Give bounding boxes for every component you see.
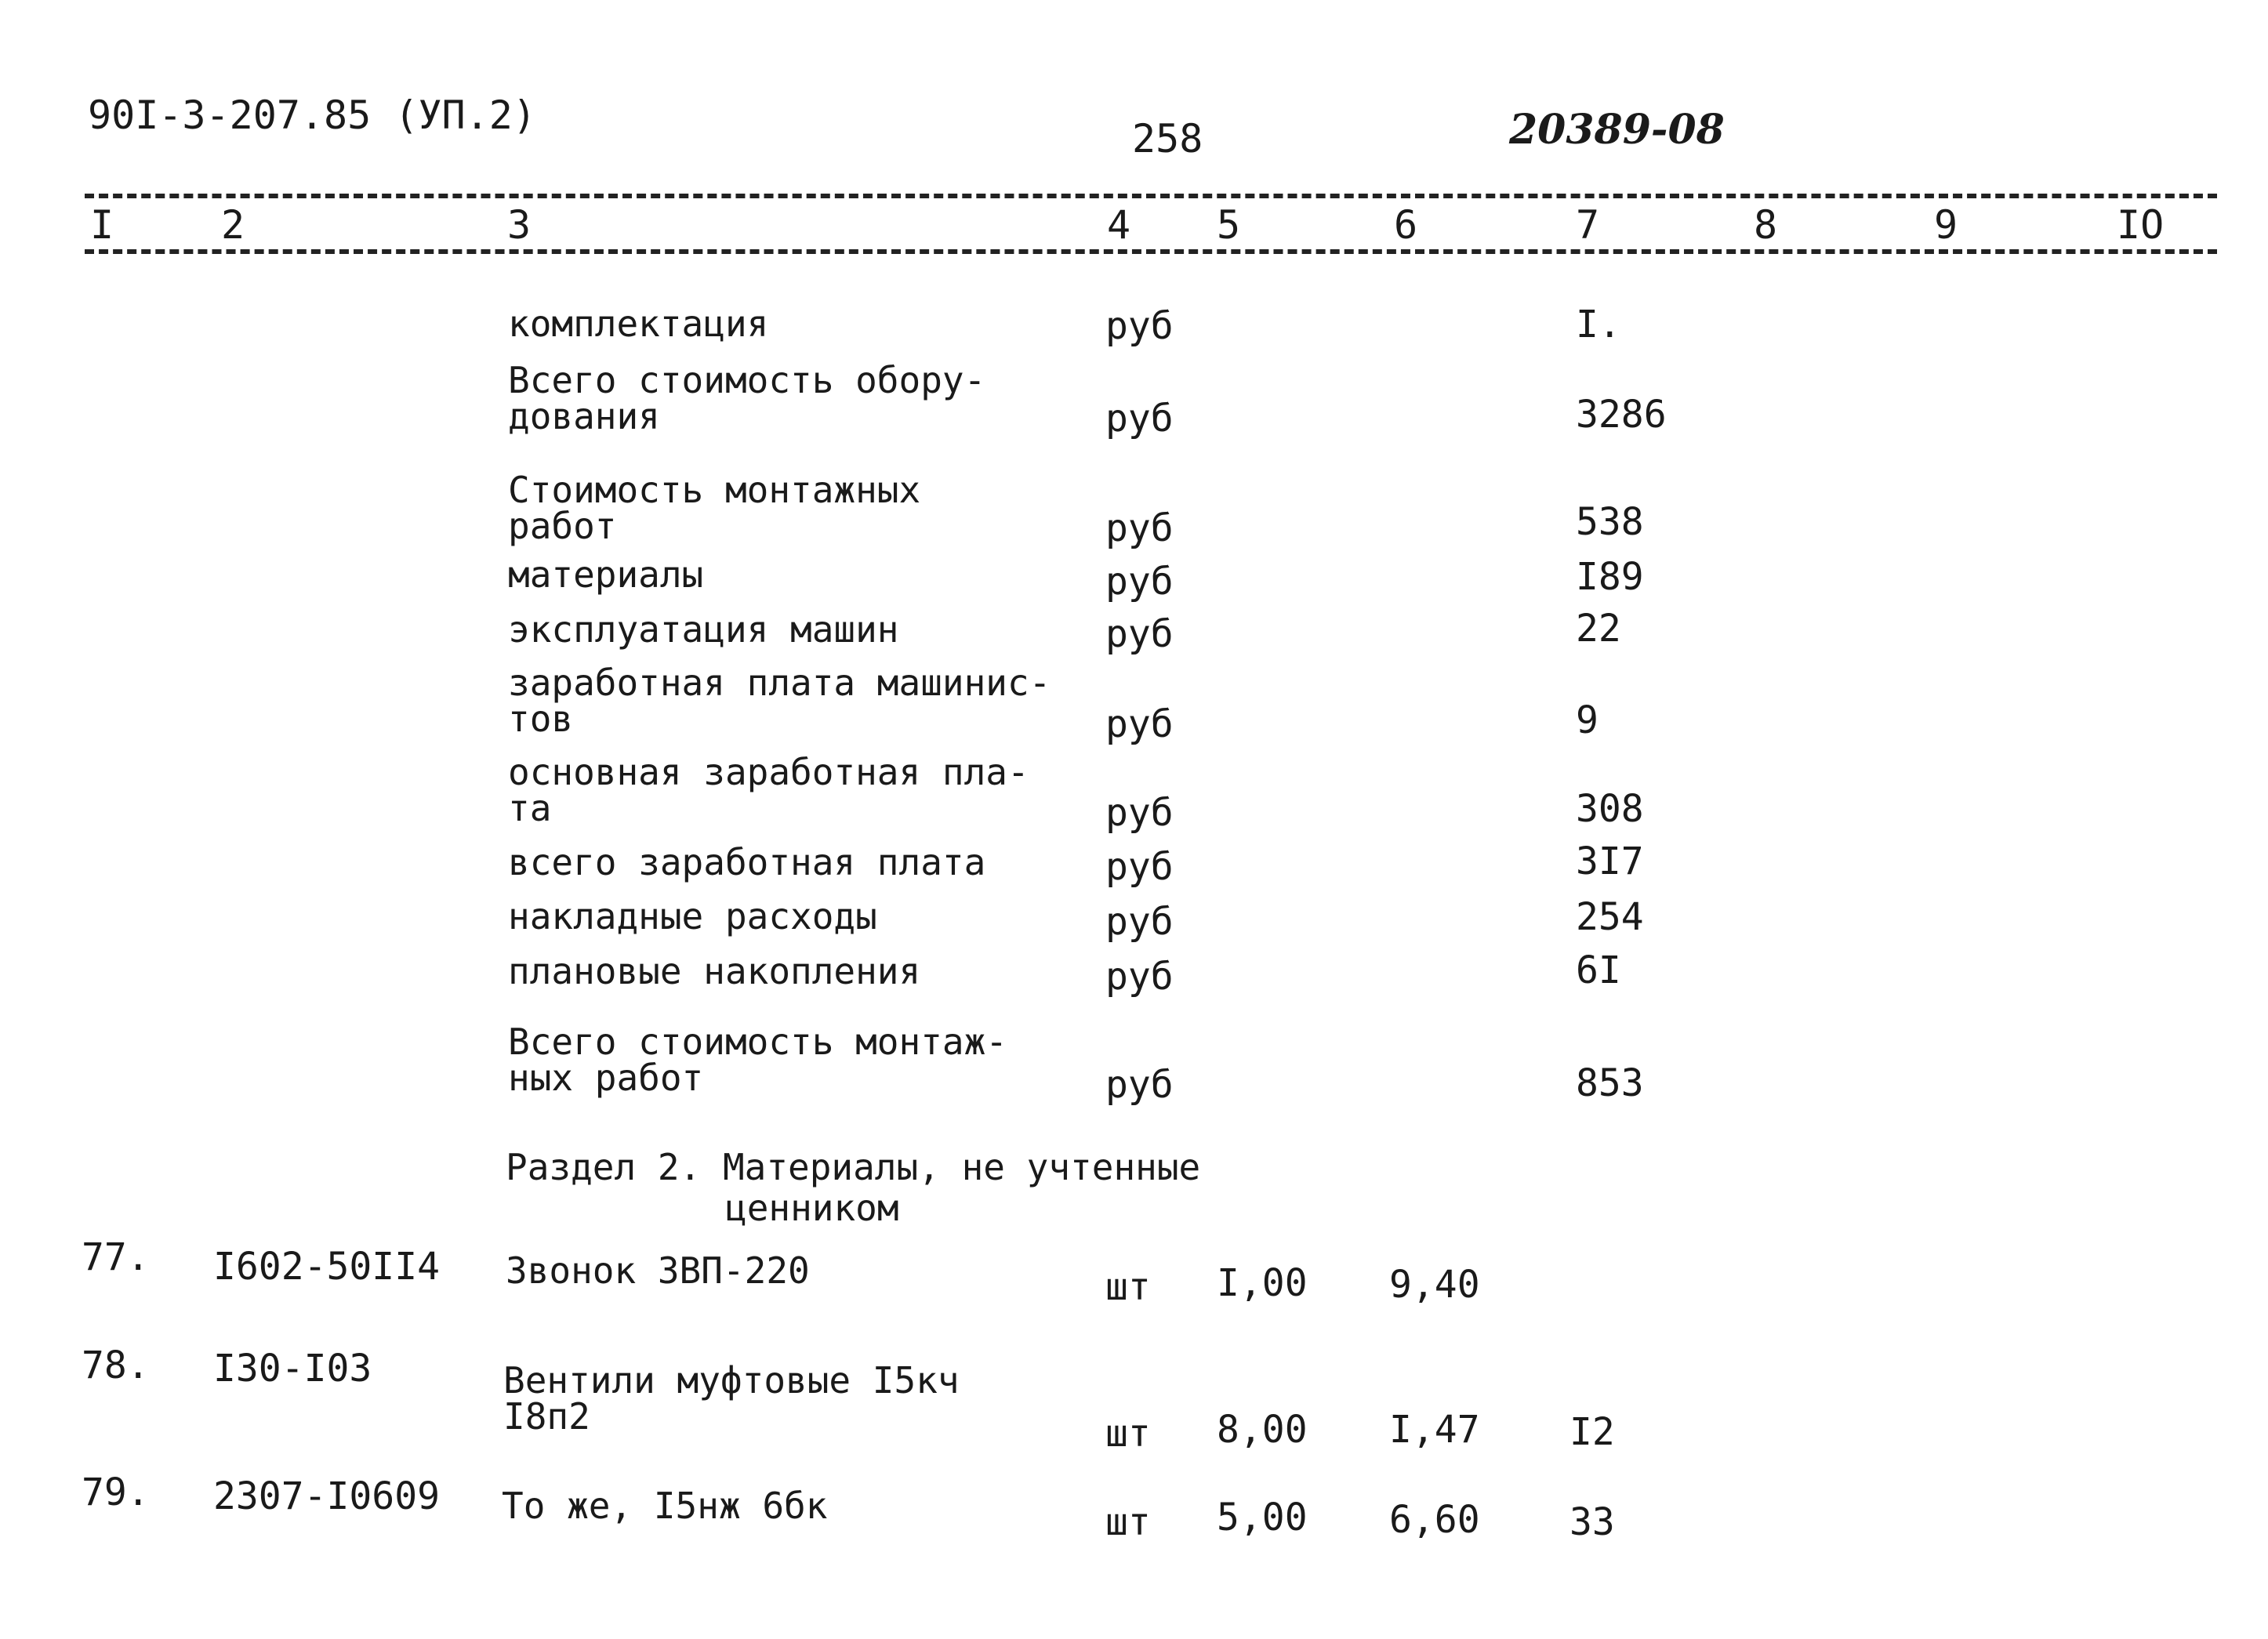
- row-name: комплектация: [508, 303, 769, 345]
- row-unit: руб: [1105, 304, 1174, 348]
- row-unit: руб: [1105, 506, 1174, 550]
- item-code: I30-I03: [213, 1347, 372, 1391]
- row-name: заработная плата машинис- тов: [508, 662, 1051, 740]
- document-code: 90I-3-207.85 (УП.2): [88, 92, 536, 138]
- item-number: 79.: [82, 1470, 150, 1514]
- row-name: Стоимость монтажных работ: [508, 469, 921, 547]
- row-name: материалы: [508, 553, 704, 596]
- row-total: 9: [1576, 698, 1598, 742]
- item-number: 78.: [82, 1343, 150, 1387]
- section-title-continued: ценником: [725, 1187, 899, 1229]
- row-unit: руб: [1105, 955, 1174, 999]
- row-total: 254: [1576, 895, 1644, 939]
- row-unit: руб: [1105, 397, 1174, 441]
- row-total: 3286: [1576, 393, 1667, 437]
- row-total: 538: [1576, 500, 1644, 544]
- column-header: 9: [1934, 202, 1958, 248]
- row-name: накладные расходы: [508, 895, 877, 937]
- item-total: 33: [1569, 1500, 1615, 1544]
- row-name: всего заработная плата: [508, 841, 986, 883]
- row-unit: руб: [1105, 612, 1174, 656]
- item-name: Вентили муфтовые I5кч I8п2: [503, 1359, 960, 1438]
- row-unit: руб: [1105, 1063, 1174, 1107]
- column-header: I: [90, 202, 114, 248]
- archive-number: 20389-08: [1509, 106, 1725, 154]
- row-total: 853: [1576, 1061, 1644, 1105]
- section-title: Раздел 2. Материалы, не учтенные: [506, 1146, 1201, 1188]
- column-header: 8: [1754, 202, 1778, 248]
- item-name: Звонок ЗВП-220: [506, 1249, 810, 1292]
- page-number: 258: [1132, 116, 1203, 161]
- column-header: IO: [2117, 202, 2165, 248]
- row-total: 22: [1576, 607, 1621, 651]
- column-header: 5: [1217, 202, 1241, 248]
- column-header: 6: [1394, 202, 1418, 248]
- row-name: эксплуатация машин: [508, 608, 899, 651]
- row-total: I89: [1576, 555, 1644, 599]
- item-unit: шт: [1105, 1500, 1151, 1544]
- row-unit: руб: [1105, 702, 1174, 746]
- item-code: 2307-I0609: [213, 1474, 440, 1518]
- item-number: 77.: [82, 1235, 150, 1279]
- column-header: 7: [1576, 202, 1600, 248]
- row-unit: руб: [1105, 791, 1174, 835]
- row-total: 6I: [1576, 948, 1621, 992]
- item-name: То же, I5нж 6бк: [502, 1485, 828, 1527]
- row-name: Всего стоимость обору- дования: [508, 359, 986, 437]
- item-quantity: 8,00: [1217, 1408, 1308, 1452]
- item-price: 9,40: [1389, 1263, 1480, 1307]
- column-header: 3: [507, 202, 532, 248]
- row-unit: руб: [1105, 560, 1174, 604]
- column-header: 2: [221, 202, 245, 248]
- item-quantity: I,00: [1217, 1261, 1308, 1305]
- header-bottom-rule: [85, 249, 2217, 254]
- row-unit: руб: [1105, 845, 1174, 889]
- row-total: 308: [1576, 787, 1644, 831]
- item-total: I2: [1569, 1410, 1615, 1454]
- item-unit: шт: [1105, 1412, 1151, 1456]
- header-top-rule: [85, 194, 2217, 198]
- item-code: I602-50II4: [213, 1245, 440, 1289]
- row-total: I.: [1576, 303, 1621, 346]
- column-header: 4: [1107, 202, 1131, 248]
- row-name: основная заработная пла- та: [508, 751, 1029, 829]
- row-name: плановые накопления: [508, 950, 921, 992]
- row-total: 3I7: [1576, 839, 1644, 883]
- row-name: Всего стоимость монтаж- ных работ: [508, 1021, 1007, 1099]
- row-unit: руб: [1105, 900, 1174, 944]
- item-price: 6,60: [1389, 1498, 1480, 1542]
- item-unit: шт: [1105, 1265, 1151, 1309]
- item-price: I,47: [1389, 1408, 1480, 1452]
- item-quantity: 5,00: [1217, 1496, 1308, 1539]
